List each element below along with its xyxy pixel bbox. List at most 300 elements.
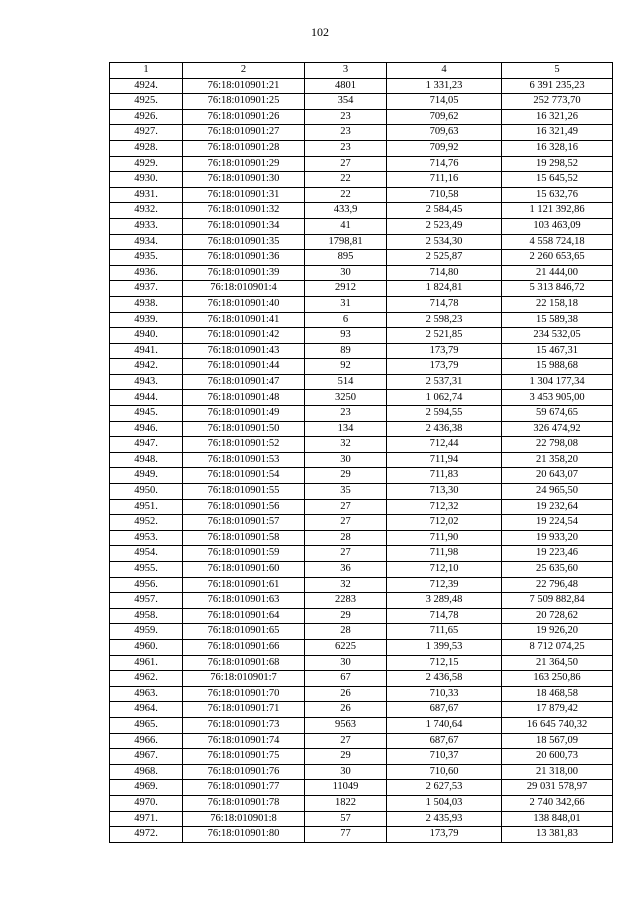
- cadastral-number-cell: 76:18:010901:59: [183, 546, 305, 562]
- value-cell: 17 879,42: [502, 702, 613, 718]
- table-row: [110, 608, 613, 624]
- table-row: [110, 530, 613, 546]
- area-cell: 2283: [305, 593, 387, 609]
- value-cell: 234 532,05: [502, 328, 613, 344]
- value-cell: 19 298,52: [502, 156, 613, 172]
- cadastral-number-cell: 76:18:010901:55: [183, 484, 305, 500]
- value-cell: 16 328,16: [502, 140, 613, 156]
- rate-cell: 1 331,23: [387, 78, 502, 94]
- rate-cell: 713,30: [387, 484, 502, 500]
- cadastral-number-cell: 76:18:010901:39: [183, 265, 305, 281]
- rate-cell: 2 436,38: [387, 421, 502, 437]
- value-cell: 15 467,31: [502, 343, 613, 359]
- rate-cell: 1 740,64: [387, 717, 502, 733]
- cadastral-number-cell: 76:18:010901:60: [183, 562, 305, 578]
- value-cell: 19 926,20: [502, 624, 613, 640]
- row-number-cell: 4935.: [110, 250, 183, 266]
- table-row: [110, 624, 613, 640]
- cadastral-number-cell: 76:18:010901:32: [183, 203, 305, 219]
- rate-cell: 1 062,74: [387, 390, 502, 406]
- value-cell: 20 728,62: [502, 608, 613, 624]
- cadastral-number-cell: 76:18:010901:54: [183, 468, 305, 484]
- area-cell: 32: [305, 437, 387, 453]
- value-cell: 20 643,07: [502, 468, 613, 484]
- value-cell: 22 796,48: [502, 577, 613, 593]
- area-cell: 57: [305, 811, 387, 827]
- rate-cell: 710,58: [387, 187, 502, 203]
- table-row: [110, 499, 613, 515]
- table-row: [110, 749, 613, 765]
- table-row: [110, 406, 613, 422]
- area-cell: 26: [305, 702, 387, 718]
- row-number-cell: 4972.: [110, 827, 183, 843]
- value-cell: 18 567,09: [502, 733, 613, 749]
- row-number-cell: 4964.: [110, 702, 183, 718]
- value-cell: 19 223,46: [502, 546, 613, 562]
- row-number-cell: 4971.: [110, 811, 183, 827]
- value-cell: 20 600,73: [502, 749, 613, 765]
- row-number-cell: 4950.: [110, 484, 183, 500]
- cadastral-number-cell: 76:18:010901:35: [183, 234, 305, 250]
- value-cell: 15 645,52: [502, 172, 613, 188]
- row-number-cell: 4962.: [110, 671, 183, 687]
- row-number-cell: 4957.: [110, 593, 183, 609]
- area-cell: 29: [305, 468, 387, 484]
- row-number-cell: 4939.: [110, 312, 183, 328]
- row-number-cell: 4955.: [110, 562, 183, 578]
- table-row: [110, 125, 613, 141]
- rate-cell: 714,78: [387, 296, 502, 312]
- row-number-cell: 4952.: [110, 515, 183, 531]
- rate-cell: 712,32: [387, 499, 502, 515]
- rate-cell: 711,94: [387, 452, 502, 468]
- area-cell: 28: [305, 624, 387, 640]
- cadastral-number-cell: 76:18:010901:27: [183, 125, 305, 141]
- area-cell: 26: [305, 686, 387, 702]
- value-cell: 18 468,58: [502, 686, 613, 702]
- area-cell: 895: [305, 250, 387, 266]
- value-cell: 29 031 578,97: [502, 780, 613, 796]
- cadastral-number-cell: 76:18:010901:57: [183, 515, 305, 531]
- table-row: [110, 577, 613, 593]
- row-number-cell: 4930.: [110, 172, 183, 188]
- row-number-cell: 4944.: [110, 390, 183, 406]
- cadastral-number-cell: 76:18:010901:49: [183, 406, 305, 422]
- row-number-cell: 4949.: [110, 468, 183, 484]
- rate-cell: 711,83: [387, 468, 502, 484]
- area-cell: 30: [305, 655, 387, 671]
- cadastral-number-cell: 76:18:010901:61: [183, 577, 305, 593]
- area-cell: 514: [305, 374, 387, 390]
- row-number-cell: 4929.: [110, 156, 183, 172]
- table-row: [110, 717, 613, 733]
- row-number-cell: 4934.: [110, 234, 183, 250]
- value-cell: 7 509 882,84: [502, 593, 613, 609]
- value-cell: 21 318,00: [502, 764, 613, 780]
- cadastral-number-cell: 76:18:010901:8: [183, 811, 305, 827]
- rate-cell: 1 399,53: [387, 639, 502, 655]
- table-row: [110, 811, 613, 827]
- rate-cell: 712,44: [387, 437, 502, 453]
- area-cell: 27: [305, 156, 387, 172]
- cadastral-number-cell: 76:18:010901:40: [183, 296, 305, 312]
- area-cell: 433,9: [305, 203, 387, 219]
- value-cell: 4 558 724,18: [502, 234, 613, 250]
- table-row: [110, 328, 613, 344]
- area-cell: 29: [305, 608, 387, 624]
- table-row: [110, 671, 613, 687]
- row-number-cell: 4936.: [110, 265, 183, 281]
- value-cell: 252 773,70: [502, 94, 613, 110]
- table-row: [110, 390, 613, 406]
- value-cell: 21 444,00: [502, 265, 613, 281]
- value-cell: 21 364,50: [502, 655, 613, 671]
- area-cell: 6225: [305, 639, 387, 655]
- row-number-cell: 4940.: [110, 328, 183, 344]
- row-number-cell: 4942.: [110, 359, 183, 375]
- cadastral-number-cell: 76:18:010901:25: [183, 94, 305, 110]
- value-cell: 21 358,20: [502, 452, 613, 468]
- rate-cell: 711,90: [387, 530, 502, 546]
- value-cell: 5 313 846,72: [502, 281, 613, 297]
- area-cell: 31: [305, 296, 387, 312]
- column-header: 5: [502, 63, 613, 79]
- value-cell: 15 589,38: [502, 312, 613, 328]
- table-row: [110, 359, 613, 375]
- column-header: 3: [305, 63, 387, 79]
- cadastral-number-cell: 76:18:010901:76: [183, 764, 305, 780]
- area-cell: 1798,81: [305, 234, 387, 250]
- table-row: [110, 421, 613, 437]
- rate-cell: 709,92: [387, 140, 502, 156]
- cadastral-number-cell: 76:18:010901:73: [183, 717, 305, 733]
- row-number-cell: 4967.: [110, 749, 183, 765]
- area-cell: 27: [305, 515, 387, 531]
- area-cell: 22: [305, 172, 387, 188]
- row-number-cell: 4963.: [110, 686, 183, 702]
- area-cell: 27: [305, 733, 387, 749]
- cadastral-number-cell: 76:18:010901:68: [183, 655, 305, 671]
- table-row: [110, 296, 613, 312]
- row-number-cell: 4959.: [110, 624, 183, 640]
- value-cell: 25 635,60: [502, 562, 613, 578]
- table-header-row: [110, 63, 613, 79]
- cadastral-number-cell: 76:18:010901:34: [183, 218, 305, 234]
- rate-cell: 710,33: [387, 686, 502, 702]
- rate-cell: 714,78: [387, 608, 502, 624]
- area-cell: 89: [305, 343, 387, 359]
- table-row: [110, 702, 613, 718]
- value-cell: 2 260 653,65: [502, 250, 613, 266]
- area-cell: 93: [305, 328, 387, 344]
- row-number-cell: 4954.: [110, 546, 183, 562]
- cadastral-number-cell: 76:18:010901:53: [183, 452, 305, 468]
- rate-cell: 173,79: [387, 359, 502, 375]
- row-number-cell: 4951.: [110, 499, 183, 515]
- rate-cell: 711,98: [387, 546, 502, 562]
- row-number-cell: 4925.: [110, 94, 183, 110]
- column-header: 4: [387, 63, 502, 79]
- cadastral-number-cell: 76:18:010901:56: [183, 499, 305, 515]
- rate-cell: 710,37: [387, 749, 502, 765]
- table-row: [110, 78, 613, 94]
- rate-cell: 712,02: [387, 515, 502, 531]
- row-number-cell: 4945.: [110, 406, 183, 422]
- row-number-cell: 4927.: [110, 125, 183, 141]
- area-cell: 134: [305, 421, 387, 437]
- row-number-cell: 4943.: [110, 374, 183, 390]
- rate-cell: 709,62: [387, 109, 502, 125]
- table-row: [110, 187, 613, 203]
- value-cell: 59 674,65: [502, 406, 613, 422]
- cadastral-number-cell: 76:18:010901:31: [183, 187, 305, 203]
- rate-cell: 687,67: [387, 733, 502, 749]
- table-row: [110, 546, 613, 562]
- table-row: [110, 312, 613, 328]
- area-cell: 77: [305, 827, 387, 843]
- table-row: [110, 218, 613, 234]
- row-number-cell: 4956.: [110, 577, 183, 593]
- table-row: [110, 281, 613, 297]
- area-cell: 29: [305, 749, 387, 765]
- area-cell: 30: [305, 265, 387, 281]
- value-cell: 1 304 177,34: [502, 374, 613, 390]
- area-cell: 23: [305, 125, 387, 141]
- rate-cell: 2 594,55: [387, 406, 502, 422]
- row-number-cell: 4953.: [110, 530, 183, 546]
- cadastral-number-cell: 76:18:010901:29: [183, 156, 305, 172]
- table-row: [110, 250, 613, 266]
- row-number-cell: 4965.: [110, 717, 183, 733]
- area-cell: 23: [305, 406, 387, 422]
- row-number-cell: 4931.: [110, 187, 183, 203]
- rate-cell: 2 537,31: [387, 374, 502, 390]
- value-cell: 22 158,18: [502, 296, 613, 312]
- value-cell: 3 453 905,00: [502, 390, 613, 406]
- cadastral-number-cell: 76:18:010901:75: [183, 749, 305, 765]
- value-cell: 16 321,26: [502, 109, 613, 125]
- rate-cell: 1 824,81: [387, 281, 502, 297]
- area-cell: 3250: [305, 390, 387, 406]
- area-cell: 1822: [305, 795, 387, 811]
- cadastral-number-cell: 76:18:010901:52: [183, 437, 305, 453]
- table-row: [110, 452, 613, 468]
- cadastral-number-cell: 76:18:010901:80: [183, 827, 305, 843]
- area-cell: 354: [305, 94, 387, 110]
- cadastral-number-cell: 76:18:010901:65: [183, 624, 305, 640]
- rate-cell: 712,39: [387, 577, 502, 593]
- value-cell: 15 988,68: [502, 359, 613, 375]
- cadastral-number-cell: 76:18:010901:41: [183, 312, 305, 328]
- rate-cell: 2 523,49: [387, 218, 502, 234]
- cadastral-number-cell: 76:18:010901:66: [183, 639, 305, 655]
- table-row: [110, 468, 613, 484]
- value-cell: 1 121 392,86: [502, 203, 613, 219]
- rate-cell: 2 584,45: [387, 203, 502, 219]
- rate-cell: 3 289,48: [387, 593, 502, 609]
- area-cell: 4801: [305, 78, 387, 94]
- rate-cell: 710,60: [387, 764, 502, 780]
- cadastral-number-cell: 76:18:010901:77: [183, 780, 305, 796]
- area-cell: 32: [305, 577, 387, 593]
- table-row: [110, 156, 613, 172]
- area-cell: 11049: [305, 780, 387, 796]
- cadastral-number-cell: 76:18:010901:43: [183, 343, 305, 359]
- area-cell: 28: [305, 530, 387, 546]
- row-number-cell: 4969.: [110, 780, 183, 796]
- area-cell: 92: [305, 359, 387, 375]
- cadastral-number-cell: 76:18:010901:47: [183, 374, 305, 390]
- area-cell: 9563: [305, 717, 387, 733]
- table-row: [110, 655, 613, 671]
- rate-cell: 2 598,23: [387, 312, 502, 328]
- value-cell: 16 321,49: [502, 125, 613, 141]
- area-cell: 41: [305, 218, 387, 234]
- cadastral-number-cell: 76:18:010901:78: [183, 795, 305, 811]
- table-row: [110, 140, 613, 156]
- cadastral-number-cell: 76:18:010901:28: [183, 140, 305, 156]
- rate-cell: 714,80: [387, 265, 502, 281]
- row-number-cell: 4968.: [110, 764, 183, 780]
- cadastral-number-cell: 76:18:010901:7: [183, 671, 305, 687]
- rate-cell: 709,63: [387, 125, 502, 141]
- value-cell: 19 232,64: [502, 499, 613, 515]
- area-cell: 27: [305, 546, 387, 562]
- row-number-cell: 4933.: [110, 218, 183, 234]
- value-cell: 15 632,76: [502, 187, 613, 203]
- rate-cell: 711,65: [387, 624, 502, 640]
- value-cell: 138 848,01: [502, 811, 613, 827]
- row-number-cell: 4937.: [110, 281, 183, 297]
- row-number-cell: 4958.: [110, 608, 183, 624]
- cadastral-number-cell: 76:18:010901:26: [183, 109, 305, 125]
- value-cell: 326 474,92: [502, 421, 613, 437]
- table-row: [110, 484, 613, 500]
- table-row: [110, 827, 613, 843]
- cadastral-number-cell: 76:18:010901:21: [183, 78, 305, 94]
- rate-cell: 687,67: [387, 702, 502, 718]
- area-cell: 36: [305, 562, 387, 578]
- cadastral-number-cell: 76:18:010901:74: [183, 733, 305, 749]
- rate-cell: 2 436,58: [387, 671, 502, 687]
- row-number-cell: 4938.: [110, 296, 183, 312]
- table-row: [110, 593, 613, 609]
- value-cell: 24 965,50: [502, 484, 613, 500]
- area-cell: 67: [305, 671, 387, 687]
- column-header: 1: [110, 63, 183, 79]
- table-row: [110, 562, 613, 578]
- rate-cell: 714,05: [387, 94, 502, 110]
- table-row: [110, 172, 613, 188]
- rate-cell: 2 525,87: [387, 250, 502, 266]
- rate-cell: 2 534,30: [387, 234, 502, 250]
- cadastral-number-cell: 76:18:010901:44: [183, 359, 305, 375]
- area-cell: 23: [305, 140, 387, 156]
- table-row: [110, 94, 613, 110]
- area-cell: 6: [305, 312, 387, 328]
- cadastral-number-cell: 76:18:010901:48: [183, 390, 305, 406]
- value-cell: 13 381,83: [502, 827, 613, 843]
- area-cell: 30: [305, 452, 387, 468]
- row-number-cell: 4932.: [110, 203, 183, 219]
- rate-cell: 712,15: [387, 655, 502, 671]
- cadastral-number-cell: 76:18:010901:50: [183, 421, 305, 437]
- table-row: [110, 343, 613, 359]
- table-row: [110, 795, 613, 811]
- cadastral-number-cell: 76:18:010901:30: [183, 172, 305, 188]
- value-cell: 19 224,54: [502, 515, 613, 531]
- value-cell: 103 463,09: [502, 218, 613, 234]
- table-row: [110, 234, 613, 250]
- row-number-cell: 4947.: [110, 437, 183, 453]
- row-number-cell: 4946.: [110, 421, 183, 437]
- table-row: [110, 764, 613, 780]
- data-table: [109, 62, 613, 843]
- area-cell: 30: [305, 764, 387, 780]
- cadastral-number-cell: 76:18:010901:36: [183, 250, 305, 266]
- cadastral-number-cell: 76:18:010901:70: [183, 686, 305, 702]
- table-row: [110, 639, 613, 655]
- rate-cell: 173,79: [387, 827, 502, 843]
- cadastral-number-cell: 76:18:010901:58: [183, 530, 305, 546]
- row-number-cell: 4960.: [110, 639, 183, 655]
- table-row: [110, 437, 613, 453]
- row-number-cell: 4928.: [110, 140, 183, 156]
- rate-cell: 2 521,85: [387, 328, 502, 344]
- row-number-cell: 4961.: [110, 655, 183, 671]
- cadastral-number-cell: 76:18:010901:42: [183, 328, 305, 344]
- cadastral-number-cell: 76:18:010901:64: [183, 608, 305, 624]
- area-cell: 2912: [305, 281, 387, 297]
- area-cell: 27: [305, 499, 387, 515]
- row-number-cell: 4926.: [110, 109, 183, 125]
- rate-cell: 712,10: [387, 562, 502, 578]
- table-row: [110, 109, 613, 125]
- cadastral-number-cell: 76:18:010901:63: [183, 593, 305, 609]
- page-number: 102: [311, 25, 329, 39]
- table-body: [110, 78, 613, 842]
- value-cell: 6 391 235,23: [502, 78, 613, 94]
- table-row: [110, 203, 613, 219]
- value-cell: 8 712 074,25: [502, 639, 613, 655]
- value-cell: 22 798,08: [502, 437, 613, 453]
- row-number-cell: 4941.: [110, 343, 183, 359]
- column-header: 2: [183, 63, 305, 79]
- table-row: [110, 265, 613, 281]
- area-cell: 23: [305, 109, 387, 125]
- cadastral-number-cell: 76:18:010901:4: [183, 281, 305, 297]
- table-row: [110, 374, 613, 390]
- rate-cell: 2 627,53: [387, 780, 502, 796]
- table-row: [110, 515, 613, 531]
- row-number-cell: 4966.: [110, 733, 183, 749]
- value-cell: 2 740 342,66: [502, 795, 613, 811]
- rate-cell: 173,79: [387, 343, 502, 359]
- value-cell: 19 933,20: [502, 530, 613, 546]
- table-row: [110, 780, 613, 796]
- cadastral-number-cell: 76:18:010901:71: [183, 702, 305, 718]
- rate-cell: 1 504,03: [387, 795, 502, 811]
- value-cell: 16 645 740,32: [502, 717, 613, 733]
- table-row: [110, 733, 613, 749]
- rate-cell: 711,16: [387, 172, 502, 188]
- area-cell: 35: [305, 484, 387, 500]
- rate-cell: 2 435,93: [387, 811, 502, 827]
- table-row: [110, 686, 613, 702]
- value-cell: 163 250,86: [502, 671, 613, 687]
- area-cell: 22: [305, 187, 387, 203]
- row-number-cell: 4970.: [110, 795, 183, 811]
